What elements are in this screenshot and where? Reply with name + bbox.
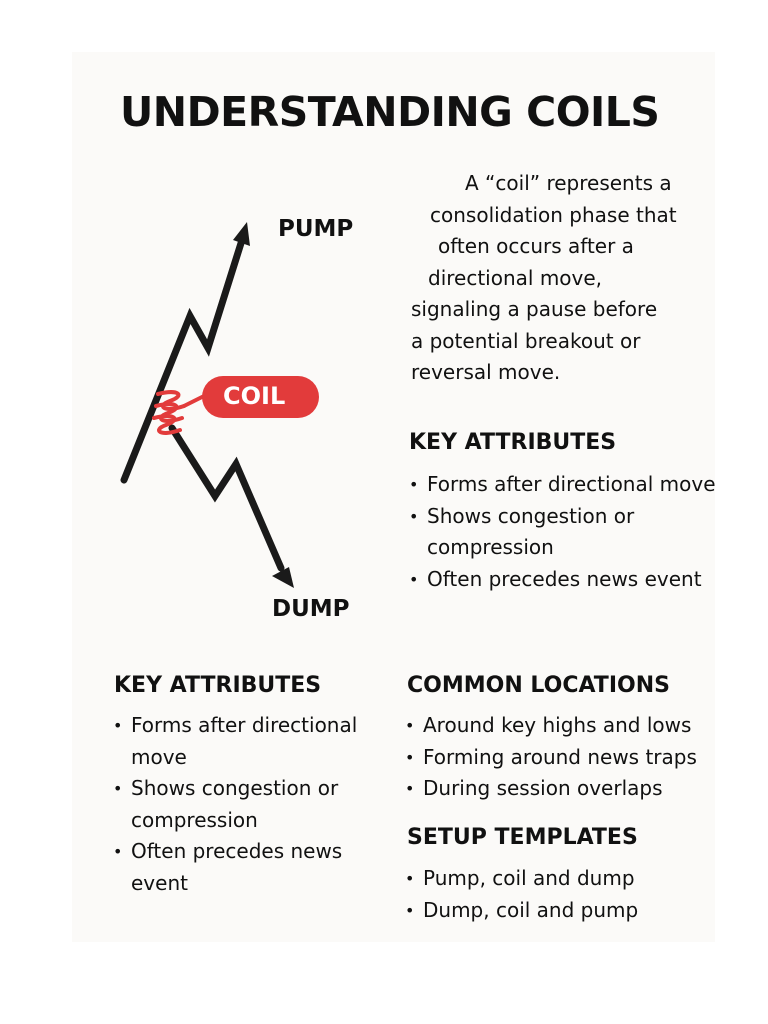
description-line: often occurs after a [438, 234, 634, 258]
page-title: UNDERSTANDING COILS [120, 88, 660, 136]
dump-price-line [172, 428, 281, 568]
description-line: directional move, [428, 265, 603, 290]
coil-description [408, 168, 708, 389]
list-item: • Forms after directional move [409, 469, 716, 501]
dump-label: DUMP [272, 596, 350, 622]
list-item: • During session overlaps [405, 773, 697, 805]
list-item: • Dump, coil and pump [405, 895, 638, 927]
left-key-attributes-list [113, 710, 357, 899]
list-item: • Forming around news traps [405, 742, 697, 774]
list-item: • Often precedes news event [409, 564, 716, 596]
list-item: • Often precedes news event [113, 836, 357, 899]
coil-spring-icon [154, 392, 204, 433]
description-line: consolidation phase that [430, 202, 677, 227]
left-key-attributes-heading: KEY ATTRIBUTES [114, 673, 322, 698]
list-item: • Shows congestion or compression [113, 773, 357, 836]
description-line: signaling a pause before [411, 297, 658, 321]
description-line: A “coil” represents a [465, 171, 672, 195]
list-item: • Shows congestion or compression [409, 501, 716, 564]
setup-templates-list [405, 863, 638, 926]
pump-arrowhead [233, 222, 250, 246]
pump-label: PUMP [278, 216, 354, 242]
list-item: • Forms after directional move [113, 710, 357, 773]
description-line: reversal move. [411, 360, 561, 384]
description-line: a potential breakout or [411, 328, 641, 353]
coil-diagram [100, 200, 400, 640]
list-item: • Pump, coil and dump [405, 863, 638, 895]
coil-label: COIL [223, 382, 286, 410]
list-item: • Around key highs and lows [405, 710, 697, 742]
setup-templates-heading: SETUP TEMPLATES [407, 825, 638, 850]
common-locations-heading: COMMON LOCATIONS [407, 673, 670, 698]
right-key-attributes-heading: KEY ATTRIBUTES [409, 430, 617, 455]
right-key-attributes-list [409, 469, 716, 595]
common-locations-list [405, 710, 697, 805]
